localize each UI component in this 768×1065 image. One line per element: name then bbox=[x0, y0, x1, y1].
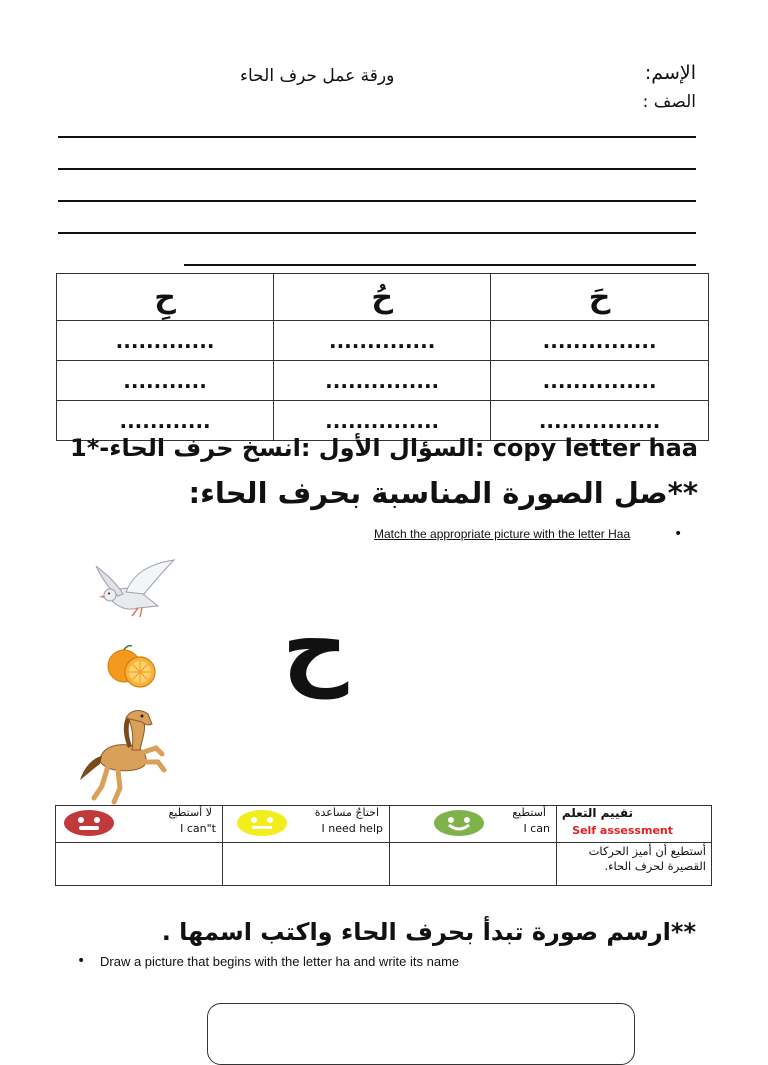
table-header-damma: حُ bbox=[274, 274, 491, 321]
can-label-ar: أستطيع bbox=[512, 806, 546, 819]
name-label: الإسم: bbox=[644, 62, 696, 84]
table-cell[interactable]: ............... bbox=[274, 361, 491, 401]
drawing-box[interactable] bbox=[207, 1003, 635, 1065]
cell-need-help[interactable] bbox=[223, 806, 390, 843]
check-cell[interactable] bbox=[56, 843, 223, 886]
writing-line[interactable] bbox=[184, 264, 696, 266]
self-assessment-table bbox=[55, 805, 712, 886]
writing-line[interactable] bbox=[58, 232, 696, 234]
bullet-icon: • bbox=[674, 526, 683, 542]
dove-icon[interactable] bbox=[88, 556, 180, 622]
orange-icon[interactable] bbox=[104, 642, 158, 692]
match-instruction: Match the appropriate picture with the letter Haa bbox=[374, 527, 631, 541]
assessment-statement: أستطيع أن أميز الحركات القصيرة لحرف الحاء. bbox=[588, 844, 706, 873]
table-cell[interactable]: ............. bbox=[57, 321, 274, 361]
happy-face-icon bbox=[434, 810, 484, 836]
question-1: 1*-السؤال الأول :انسخ حرف الحاء: copy letter haa bbox=[70, 434, 698, 462]
table-header-kasra: حِ bbox=[57, 274, 274, 321]
can-label-en: I can bbox=[523, 822, 550, 835]
neutral-face-icon bbox=[237, 810, 287, 836]
check-cell[interactable] bbox=[223, 843, 390, 886]
question-3: **ارسم صورة تبدأ بحرف الحاء واكتب اسمها . bbox=[161, 918, 696, 946]
help-label-ar: احتاجُ مساعدة bbox=[314, 806, 379, 819]
cell-can[interactable] bbox=[390, 806, 557, 843]
table-cell[interactable]: ............... bbox=[274, 401, 491, 441]
big-letter-haa[interactable]: ح bbox=[282, 592, 349, 699]
draw-instruction: Draw a picture that begins with the letter ha and write its name bbox=[100, 954, 460, 969]
table-cell[interactable]: ............... bbox=[491, 321, 709, 361]
page-title: ورقة عمل حرف الحاء bbox=[240, 66, 395, 86]
horse-icon[interactable] bbox=[74, 706, 170, 806]
copy-letter-table bbox=[56, 273, 709, 441]
table-cell[interactable]: ............... bbox=[491, 361, 709, 401]
question-2: **صل الصورة المناسبة بحرف الحاء: bbox=[188, 476, 698, 510]
table-cell[interactable]: ................ bbox=[491, 401, 709, 441]
assessment-statement-cell bbox=[557, 843, 712, 886]
writing-line[interactable] bbox=[58, 200, 696, 202]
assessment-title-en: Self assessment bbox=[572, 824, 673, 837]
table-cell[interactable]: .............. bbox=[274, 321, 491, 361]
help-label-en: I need help bbox=[321, 822, 383, 835]
writing-line[interactable] bbox=[58, 136, 696, 138]
assessment-title-ar: تقييم التعلم bbox=[561, 806, 633, 820]
cell-cant[interactable] bbox=[56, 806, 223, 843]
table-cell[interactable]: ........... bbox=[57, 361, 274, 401]
class-label: الصف : bbox=[642, 92, 696, 112]
cell-assessment-title bbox=[557, 806, 712, 843]
check-cell[interactable] bbox=[390, 843, 557, 886]
writing-line[interactable] bbox=[58, 168, 696, 170]
bullet-icon: • bbox=[77, 953, 86, 969]
table-header-fatha: حَ bbox=[491, 274, 709, 321]
sad-face-icon bbox=[64, 810, 114, 836]
cant-label-ar: لا أستطيع bbox=[168, 806, 212, 819]
cant-label-en: I can"t bbox=[180, 822, 216, 835]
table-cell[interactable]: ............ bbox=[57, 401, 274, 441]
